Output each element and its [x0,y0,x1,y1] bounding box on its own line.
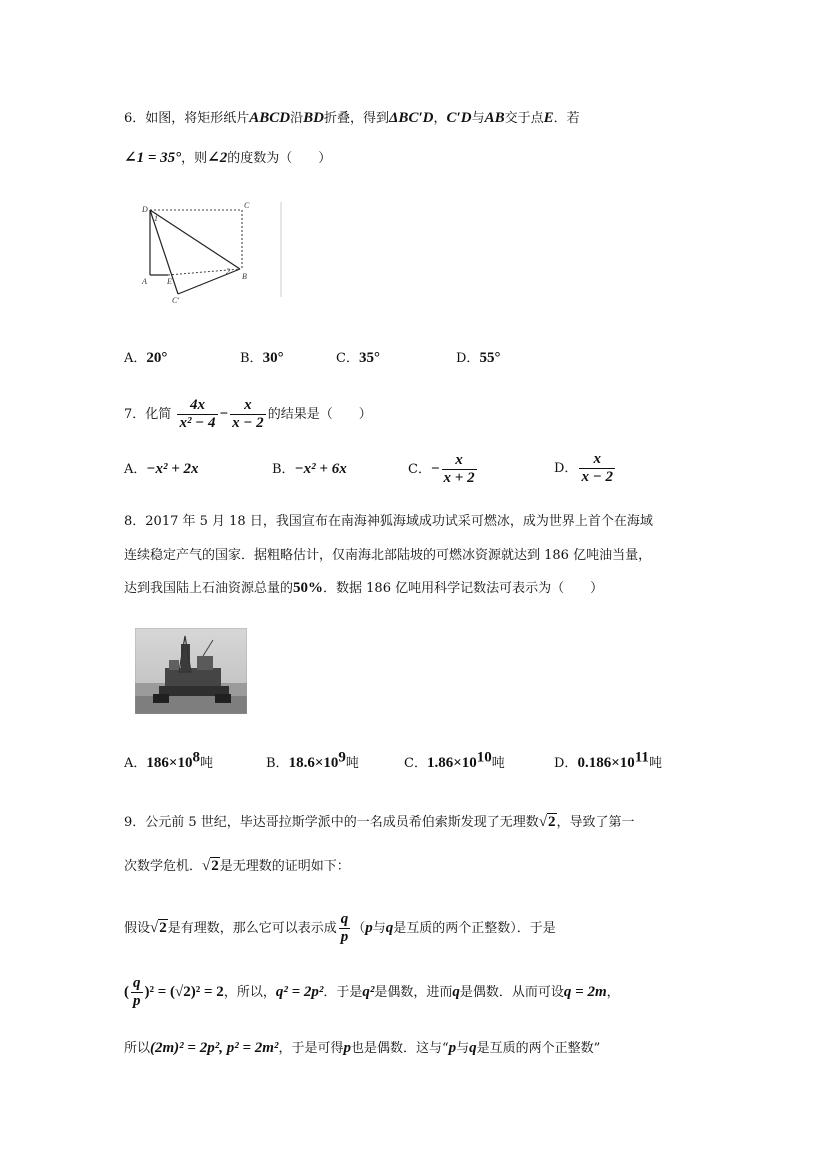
q9-line5 [124,1038,600,1059]
minus-sign: − [219,406,229,422]
oil-platform-photo [135,628,247,714]
q7-text: 的结果是（ ） [267,407,372,422]
option-label: C． [408,462,431,477]
q7-stem [124,394,372,435]
fraction-denominator: x − 2 [581,469,614,485]
q9-text: ，所以， [223,985,276,1000]
q6-option-d[interactable] [456,348,500,369]
label-a: A [142,277,147,286]
fraction-denominator: p [133,993,141,1009]
q9-text: （ [352,921,366,936]
option-label: A． [124,351,147,366]
q6-option-c[interactable] [336,348,380,369]
option-label: C． [404,756,427,771]
equation: )² = (√2)² = 2 [144,984,224,1000]
var-q: q [452,984,460,1000]
q6-math-bd: BD [303,110,325,126]
option-value: 30° [262,350,284,366]
option-value: 35° [358,350,380,366]
radicand: 2 [211,858,219,874]
option-value: 55° [479,350,501,366]
var-p: p [448,1040,457,1056]
fraction-denominator: x − 2 [232,415,264,431]
q6-text: 折叠，得到 [324,111,390,126]
q6-angle1: ∠1 = 35° [124,150,182,166]
label-c-prime: C′ [172,296,180,305]
q6-text: 沿 [290,111,304,126]
var-q: q [469,1040,477,1056]
option-label: D． [456,351,480,366]
q6-text: 与 [471,111,485,126]
q8-text: ．数据 186 亿吨用科学记数法可表示为（ ） [323,581,604,596]
q6-angle2: ∠2 [207,150,228,166]
q8-stem-line1: 8．2017 年 5 月 18 日，我国宣布在南海神狐海域成功试采可燃冰，成为世界上首个在海域 [124,514,653,529]
q7-option-a[interactable] [124,459,199,480]
equation: q² = 2p² [275,984,324,1000]
q9-text: 是偶数，进而 [374,985,453,1000]
q7-option-b[interactable] [272,459,347,480]
q6-figure [138,192,288,307]
option-fraction [442,452,477,487]
fraction-numerator: 4x [177,397,217,415]
option-unit: 吨 [648,756,662,771]
q9-text: ，导致了第一 [556,815,635,830]
q9-line1 [124,812,635,833]
option-unit: 吨 [345,756,359,771]
var-q-squared: q² [362,984,375,1000]
equation: (2m)² = 2p², p² = 2m² [150,1040,279,1056]
option-exponent: 9 [338,749,346,766]
q6-math-e: E [543,110,554,126]
q6-math-cd: C′D [446,110,472,126]
q9-text: 也是偶数．这与“ [350,1041,449,1056]
q8-option-d[interactable] [554,749,662,774]
label-d: D [142,205,148,214]
label-c: C [244,201,250,210]
option-value: 20° [146,350,168,366]
q7-option-d[interactable] [554,449,617,489]
q9-text: 是偶数．从而可设 [459,985,564,1000]
q6-math-triangle: ΔBC′D [389,110,434,126]
q6-stem-line1 [124,108,580,129]
q7-number: 7． [124,407,146,422]
var-p: p [365,920,373,936]
radicand: 2 [548,814,556,830]
q6-text: 如图，将矩形纸片 [145,111,250,126]
q9-text: 是互质的两个正整数” [476,1041,601,1056]
option-exponent: 11 [634,749,649,766]
option-value: −x² + 2x [146,461,199,477]
sqrt-2 [539,812,557,832]
q8-option-c[interactable] [404,749,505,774]
q6-option-b[interactable] [240,348,284,369]
q9-line2 [124,856,350,877]
q6-text: ．若 [553,111,580,126]
equation: q = 2m [563,984,607,1000]
q9-line3 [124,908,556,949]
q6-number: 6． [124,111,146,126]
var-q: q [385,920,394,936]
option-sign: − [430,461,440,477]
option-base: 0.186×10 [577,755,635,771]
q-over-p-fraction [339,911,351,946]
sqrt-symbol: √ [202,858,211,874]
option-unit: 吨 [199,756,213,771]
q9-text: 次数学危机． [124,859,203,874]
q8-option-a[interactable] [124,749,213,774]
q7-text: 化简 [145,407,172,422]
q6-text: ， [433,111,447,126]
option-base: 1.86×10 [426,755,477,771]
option-unit: 吨 [491,756,505,771]
label-b: B [242,272,247,281]
fraction-numerator: x [230,397,266,415]
q7-fraction-1 [177,397,217,432]
fraction-numerator: x [442,452,477,470]
q-over-p-fraction [131,975,143,1010]
fraction-numerator: q [340,911,349,927]
var-p: p [343,1040,351,1056]
radicand: 2 [159,920,167,936]
option-label: C． [336,351,359,366]
option-fraction [579,451,615,486]
q6-math-abcd: ABCD [249,110,291,126]
option-label: D． [554,756,578,771]
fraction-numerator: x [579,451,615,469]
option-base: 18.6×10 [288,755,339,771]
q9-text: 9．公元前 5 世纪，毕达哥拉斯学派中的一名成员希伯索斯发现了无理数 [124,815,539,830]
q9-text: ．于是 [323,985,363,1000]
q6-text: ，则 [181,151,208,166]
q9-text: 是互质的两个正整数）．于是 [393,921,556,936]
sqrt-2 [202,856,220,876]
q9-text: 是有理数，那么它可以表示成 [167,921,337,936]
fraction-numerator: q [133,975,141,991]
q8-stem-line2: 连续稳定产气的国家．据粗略估计，仅南海北部陆坡的可燃冰资源就达到 186 亿吨油当量， [124,548,652,563]
q7-fraction-2 [230,397,266,432]
option-label: D． [554,461,578,476]
label-angle1: 1 [154,214,158,223]
sqrt-symbol: √ [538,814,548,830]
q9-text: 所以 [124,1041,151,1056]
q9-text: 是无理数的证明如下： [219,859,350,874]
paren: ( [124,984,129,1000]
q8-text: 达到我国陆上石油资源总量的 [124,581,294,596]
q6-text: 的度数为（ ） [227,151,332,166]
fraction-denominator: p [340,929,349,945]
option-label: B． [266,756,289,771]
option-label: B． [272,462,295,477]
option-label: B． [240,351,263,366]
q9-text: 与 [372,921,386,936]
q8-stem-line3 [124,578,603,599]
q7-option-c[interactable] [408,449,479,490]
q9-text: 与 [456,1041,470,1056]
option-value: −x² + 6x [294,461,347,477]
label-e: E [167,277,172,286]
option-label: A． [124,756,147,771]
q8-option-b[interactable] [266,749,359,774]
q9-text: ，于是可得 [278,1041,344,1056]
fraction-denominator: x² − 4 [179,415,216,431]
q6-math-ab: AB [484,110,505,126]
fraction-denominator: x + 2 [443,470,475,486]
q6-text: 交于点 [504,111,544,126]
q9-line4 [124,972,620,1013]
option-exponent: 8 [192,749,200,766]
sqrt-symbol: √ [150,920,159,936]
label-angle2: 2 [226,267,230,276]
option-label: A． [124,462,147,477]
q8-percent: 50% [293,580,324,596]
q6-option-a[interactable] [124,348,167,369]
q9-text: 假设 [124,921,151,936]
option-base: 186×10 [146,755,193,771]
q9-text: ， [606,985,620,1000]
q6-stem-line2 [124,148,331,169]
option-exponent: 10 [476,749,492,766]
sqrt-2 [150,908,168,948]
